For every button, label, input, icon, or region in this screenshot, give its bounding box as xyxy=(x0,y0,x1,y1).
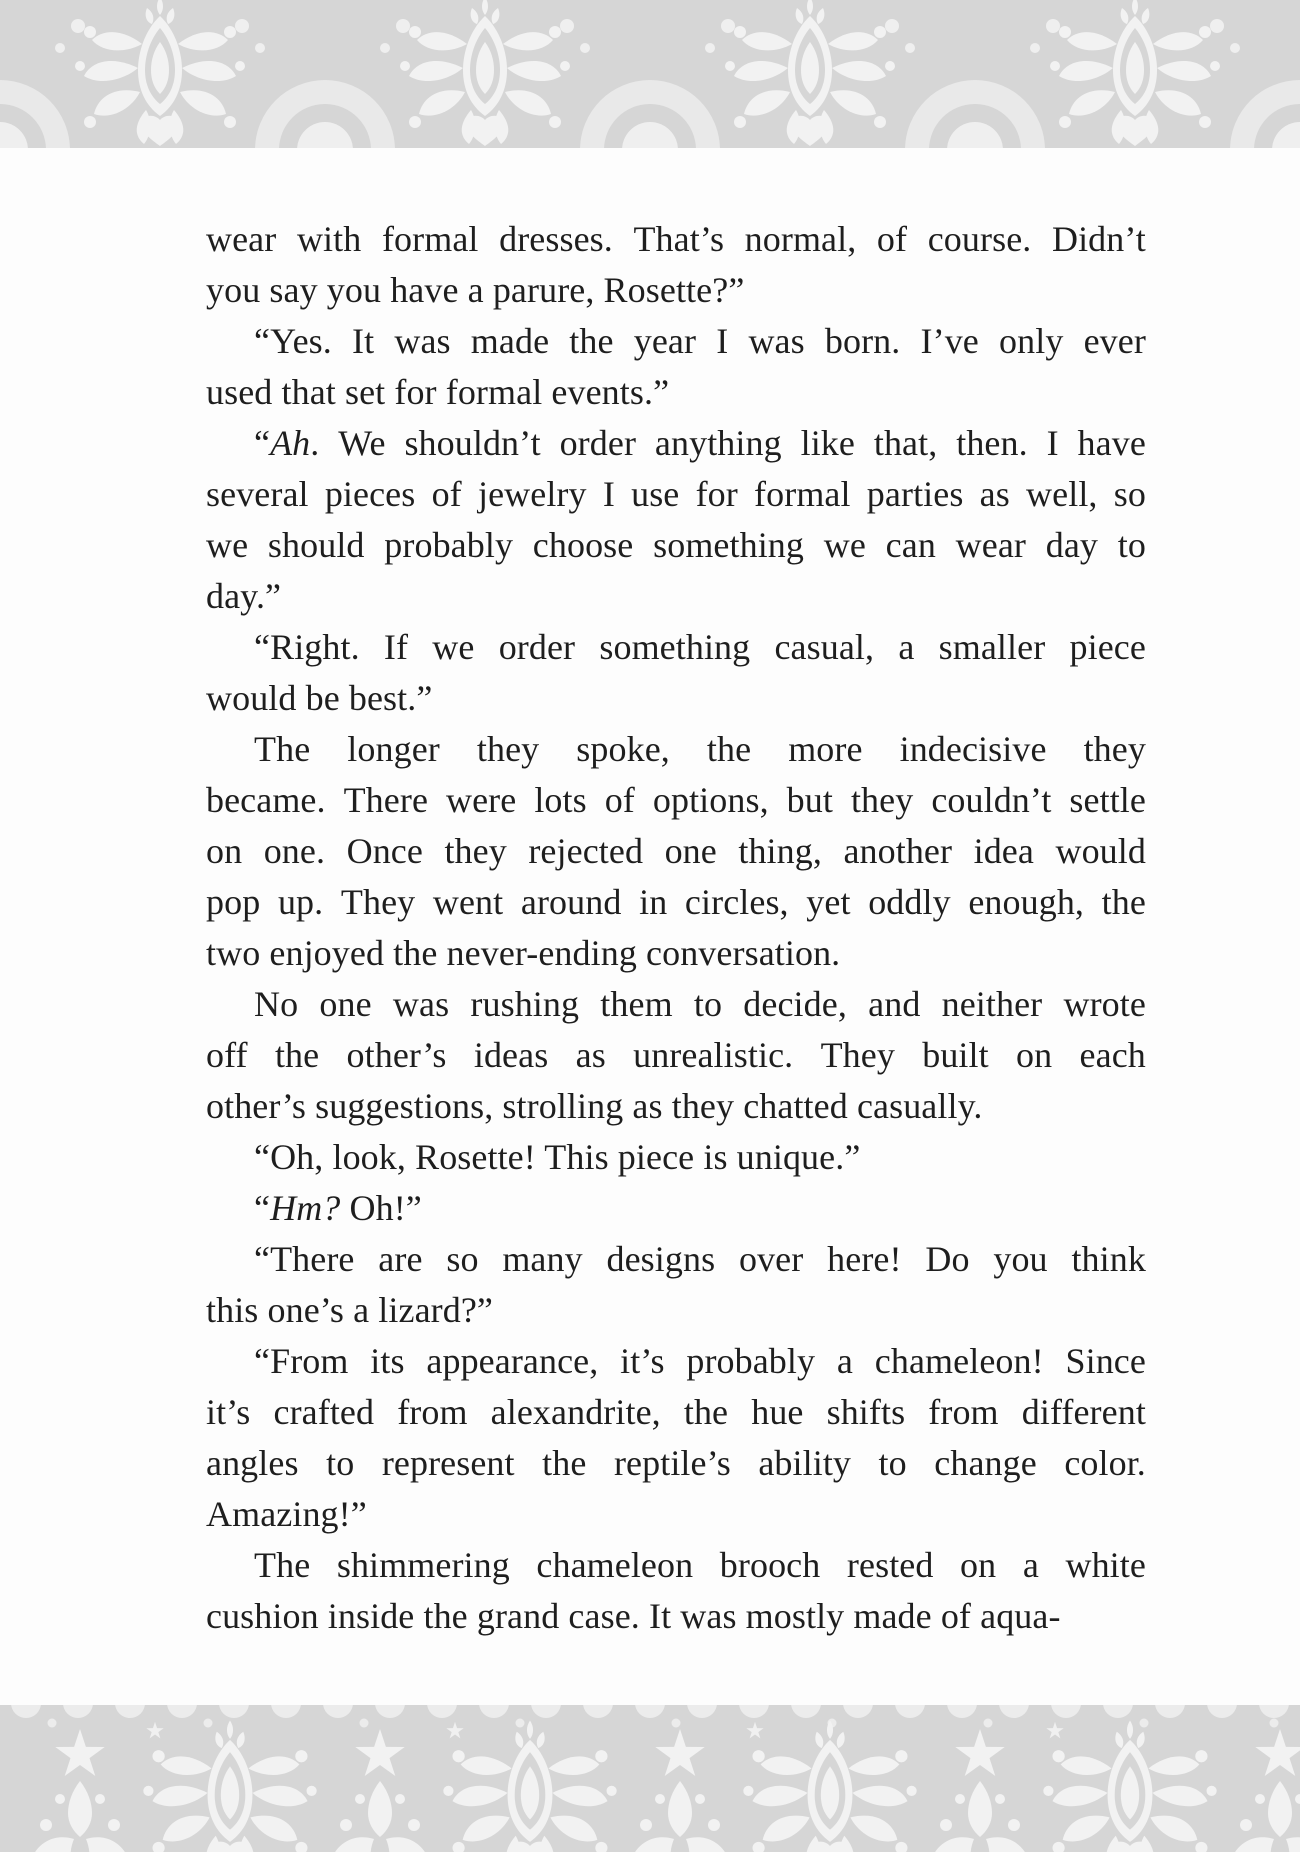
word: off xyxy=(206,1035,248,1075)
word: alexandrite, xyxy=(490,1392,661,1432)
text-line xyxy=(206,1540,1146,1591)
word: have xyxy=(1077,423,1146,463)
word: “There xyxy=(254,1239,355,1279)
word: options, xyxy=(652,780,769,820)
word: think xyxy=(1071,1239,1146,1279)
word: up. xyxy=(277,882,324,922)
word: in xyxy=(639,882,668,922)
word: That’s xyxy=(633,219,725,259)
text-line: “Oh, look, Rosette! This piece is unique.” xyxy=(254,1137,861,1177)
word: indecisive xyxy=(899,729,1047,769)
word: brooch xyxy=(719,1545,821,1585)
word: over xyxy=(738,1239,804,1279)
text-line xyxy=(206,214,1146,265)
word: lots xyxy=(534,780,587,820)
word: to xyxy=(1117,525,1146,565)
word: but xyxy=(786,780,833,820)
word: order xyxy=(559,423,637,463)
damask-pattern-bottom-image xyxy=(0,1705,1300,1852)
word: then. xyxy=(956,423,1028,463)
word: spoke, xyxy=(576,729,670,769)
word: They xyxy=(340,882,416,922)
word: parties xyxy=(866,474,964,514)
word: here! xyxy=(827,1239,902,1279)
word: casual, xyxy=(774,627,875,667)
word: represent xyxy=(381,1443,515,1483)
word: as xyxy=(979,474,1010,514)
word: we xyxy=(432,627,475,667)
word: Do xyxy=(925,1239,970,1279)
word: so xyxy=(1113,474,1146,514)
word: would xyxy=(1055,831,1146,871)
word: are xyxy=(378,1239,423,1279)
word: color. xyxy=(1064,1443,1146,1483)
word: pop xyxy=(206,882,261,922)
word: wear xyxy=(206,219,277,259)
text-line xyxy=(206,316,1146,367)
word: was xyxy=(392,984,450,1024)
word: smaller xyxy=(938,627,1046,667)
word: shimmering xyxy=(336,1545,510,1585)
word: to xyxy=(693,984,723,1024)
word: formal xyxy=(754,474,851,514)
word: a xyxy=(836,1341,853,1381)
word: can xyxy=(885,525,936,565)
word: they xyxy=(444,831,507,871)
word: yet xyxy=(806,882,851,922)
text-line xyxy=(206,1387,1146,1438)
word: It xyxy=(352,321,375,361)
text-line: other’s suggestions, strolling as they chatted casually. xyxy=(206,1086,983,1126)
word: Since xyxy=(1065,1341,1146,1381)
word: them xyxy=(600,984,673,1024)
word: chameleon xyxy=(536,1545,694,1585)
word: for xyxy=(695,474,738,514)
word: around xyxy=(520,882,622,922)
word: and xyxy=(868,984,921,1024)
page-text xyxy=(206,214,1146,1642)
top-damask-border xyxy=(0,0,1300,148)
word: the xyxy=(1101,882,1146,922)
word: we xyxy=(823,525,866,565)
word: several xyxy=(206,474,309,514)
word: We xyxy=(338,423,386,463)
word: the xyxy=(706,729,752,769)
word: rushing xyxy=(470,984,580,1024)
word: choose xyxy=(532,525,634,565)
word: became. xyxy=(206,780,326,820)
text-line: would be best.” xyxy=(206,678,433,718)
word: ever xyxy=(1083,321,1146,361)
word: they xyxy=(850,780,914,820)
word: a xyxy=(1022,1545,1039,1585)
word: you xyxy=(993,1239,1048,1279)
word: as xyxy=(575,1035,606,1075)
text-line: cushion inside the grand case. It was mostly made of aqua- xyxy=(206,1596,1061,1636)
word: the xyxy=(274,1035,320,1075)
word: year xyxy=(633,321,697,361)
word: The xyxy=(254,1545,311,1585)
word: thing, xyxy=(738,831,822,871)
word: normal, xyxy=(744,219,857,259)
text-line xyxy=(206,469,1146,520)
word: built xyxy=(922,1035,989,1075)
word: I xyxy=(602,474,615,514)
word: course. xyxy=(927,219,1032,259)
text-line xyxy=(206,979,1146,1030)
word: to xyxy=(326,1443,355,1483)
word: designs xyxy=(606,1239,716,1279)
word: of xyxy=(431,474,462,514)
word: to xyxy=(878,1443,907,1483)
word: white xyxy=(1065,1545,1146,1585)
word: pieces xyxy=(324,474,416,514)
word: we xyxy=(206,525,249,565)
word: If xyxy=(383,627,409,667)
word: angles xyxy=(206,1443,299,1483)
bottom-damask-border xyxy=(0,1705,1300,1852)
word: was xyxy=(394,321,451,361)
text-line xyxy=(206,1438,1146,1489)
word: born. xyxy=(824,321,901,361)
word: formal xyxy=(381,219,479,259)
word: it’s xyxy=(620,1341,665,1381)
word: made xyxy=(470,321,550,361)
word: the xyxy=(683,1392,729,1432)
word: “Ah. xyxy=(254,423,320,463)
word: The xyxy=(254,729,311,769)
word: they xyxy=(476,729,540,769)
word: with xyxy=(296,219,362,259)
word: one xyxy=(664,831,717,871)
word: ideas xyxy=(473,1035,549,1075)
word: wrote xyxy=(1063,984,1146,1024)
word: well, xyxy=(1026,474,1098,514)
text-line: day.” xyxy=(206,576,282,616)
word: jewelry xyxy=(477,474,587,514)
text-line xyxy=(206,622,1146,673)
word: couldn’t xyxy=(931,780,1052,820)
word: each xyxy=(1079,1035,1146,1075)
text-line xyxy=(206,1234,1146,1285)
word: “Right. xyxy=(254,627,360,667)
word: “From xyxy=(254,1341,349,1381)
word: were xyxy=(446,780,517,820)
word: day xyxy=(1045,525,1099,565)
word: anything xyxy=(654,423,782,463)
word: shifts xyxy=(826,1392,906,1432)
word: appearance, xyxy=(426,1341,599,1381)
word: should xyxy=(267,525,365,565)
word: Once xyxy=(346,831,423,871)
word: ability xyxy=(758,1443,852,1483)
text-line xyxy=(206,775,1146,826)
word: so xyxy=(446,1239,479,1279)
word: they xyxy=(1083,729,1146,769)
word: other’s xyxy=(346,1035,447,1075)
text-line: “Hm? Oh!” xyxy=(254,1188,422,1228)
word: probably xyxy=(686,1341,816,1381)
word: enough, xyxy=(968,882,1085,922)
word: like xyxy=(800,423,855,463)
word: different xyxy=(1021,1392,1146,1432)
word: the xyxy=(569,321,614,361)
word: wear xyxy=(955,525,1027,565)
text-line: two enjoyed the never-ending conversation. xyxy=(206,933,841,973)
word: of xyxy=(876,219,908,259)
word: I’ve xyxy=(920,321,979,361)
word: that, xyxy=(873,423,938,463)
text-line xyxy=(206,418,1146,469)
word: another xyxy=(843,831,953,871)
word: They xyxy=(820,1035,895,1075)
text-line xyxy=(206,724,1146,775)
word: its xyxy=(370,1341,405,1381)
word: oddly xyxy=(868,882,951,922)
word: it’s xyxy=(206,1392,251,1432)
word: shouldn’t xyxy=(404,423,541,463)
word: unrealistic. xyxy=(633,1035,794,1075)
word: I xyxy=(716,321,729,361)
word: one. xyxy=(263,831,326,871)
text-line: you say you have a parure, Rosette?” xyxy=(206,270,745,310)
word: piece xyxy=(1069,627,1146,667)
word: of xyxy=(604,780,635,820)
text-line xyxy=(206,1030,1146,1081)
text-line xyxy=(206,520,1146,571)
text-line xyxy=(206,877,1146,928)
word: reptile’s xyxy=(613,1443,731,1483)
text-line xyxy=(206,826,1146,877)
word: neither xyxy=(941,984,1043,1024)
word: one xyxy=(319,984,372,1024)
text-line xyxy=(206,1336,1146,1387)
word: something xyxy=(653,525,805,565)
word: There xyxy=(343,780,429,820)
word: from xyxy=(397,1392,468,1432)
word: use xyxy=(631,474,680,514)
word: many xyxy=(502,1239,583,1279)
word: on xyxy=(1016,1035,1053,1075)
word: circles, xyxy=(684,882,789,922)
text-line: this one’s a lizard?” xyxy=(206,1290,493,1330)
word: rejected xyxy=(528,831,644,871)
word: more xyxy=(788,729,863,769)
word: on xyxy=(960,1545,997,1585)
word: settle xyxy=(1069,780,1146,820)
word: probably xyxy=(384,525,514,565)
word: Didn’t xyxy=(1051,219,1146,259)
word: chameleon! xyxy=(874,1341,1044,1381)
word: “Yes. xyxy=(254,321,332,361)
word: the xyxy=(542,1443,587,1483)
damask-pattern-top-image xyxy=(0,0,1300,148)
word: rested xyxy=(846,1545,934,1585)
word: only xyxy=(999,321,1064,361)
word: I xyxy=(1046,423,1059,463)
word: from xyxy=(928,1392,999,1432)
word: on xyxy=(206,831,243,871)
word: longer xyxy=(347,729,440,769)
text-line: Amazing!” xyxy=(206,1494,367,1534)
word: No xyxy=(254,984,299,1024)
word: dresses. xyxy=(499,219,613,259)
word: hue xyxy=(751,1392,804,1432)
word: idea xyxy=(973,831,1034,871)
word: decide, xyxy=(743,984,847,1024)
word: a xyxy=(898,627,915,667)
text-line: used that set for formal events.” xyxy=(206,372,670,412)
word: was xyxy=(748,321,805,361)
word: crafted xyxy=(273,1392,375,1432)
word: change xyxy=(934,1443,1037,1483)
word: order xyxy=(498,627,576,667)
word: went xyxy=(432,882,504,922)
word: something xyxy=(599,627,751,667)
